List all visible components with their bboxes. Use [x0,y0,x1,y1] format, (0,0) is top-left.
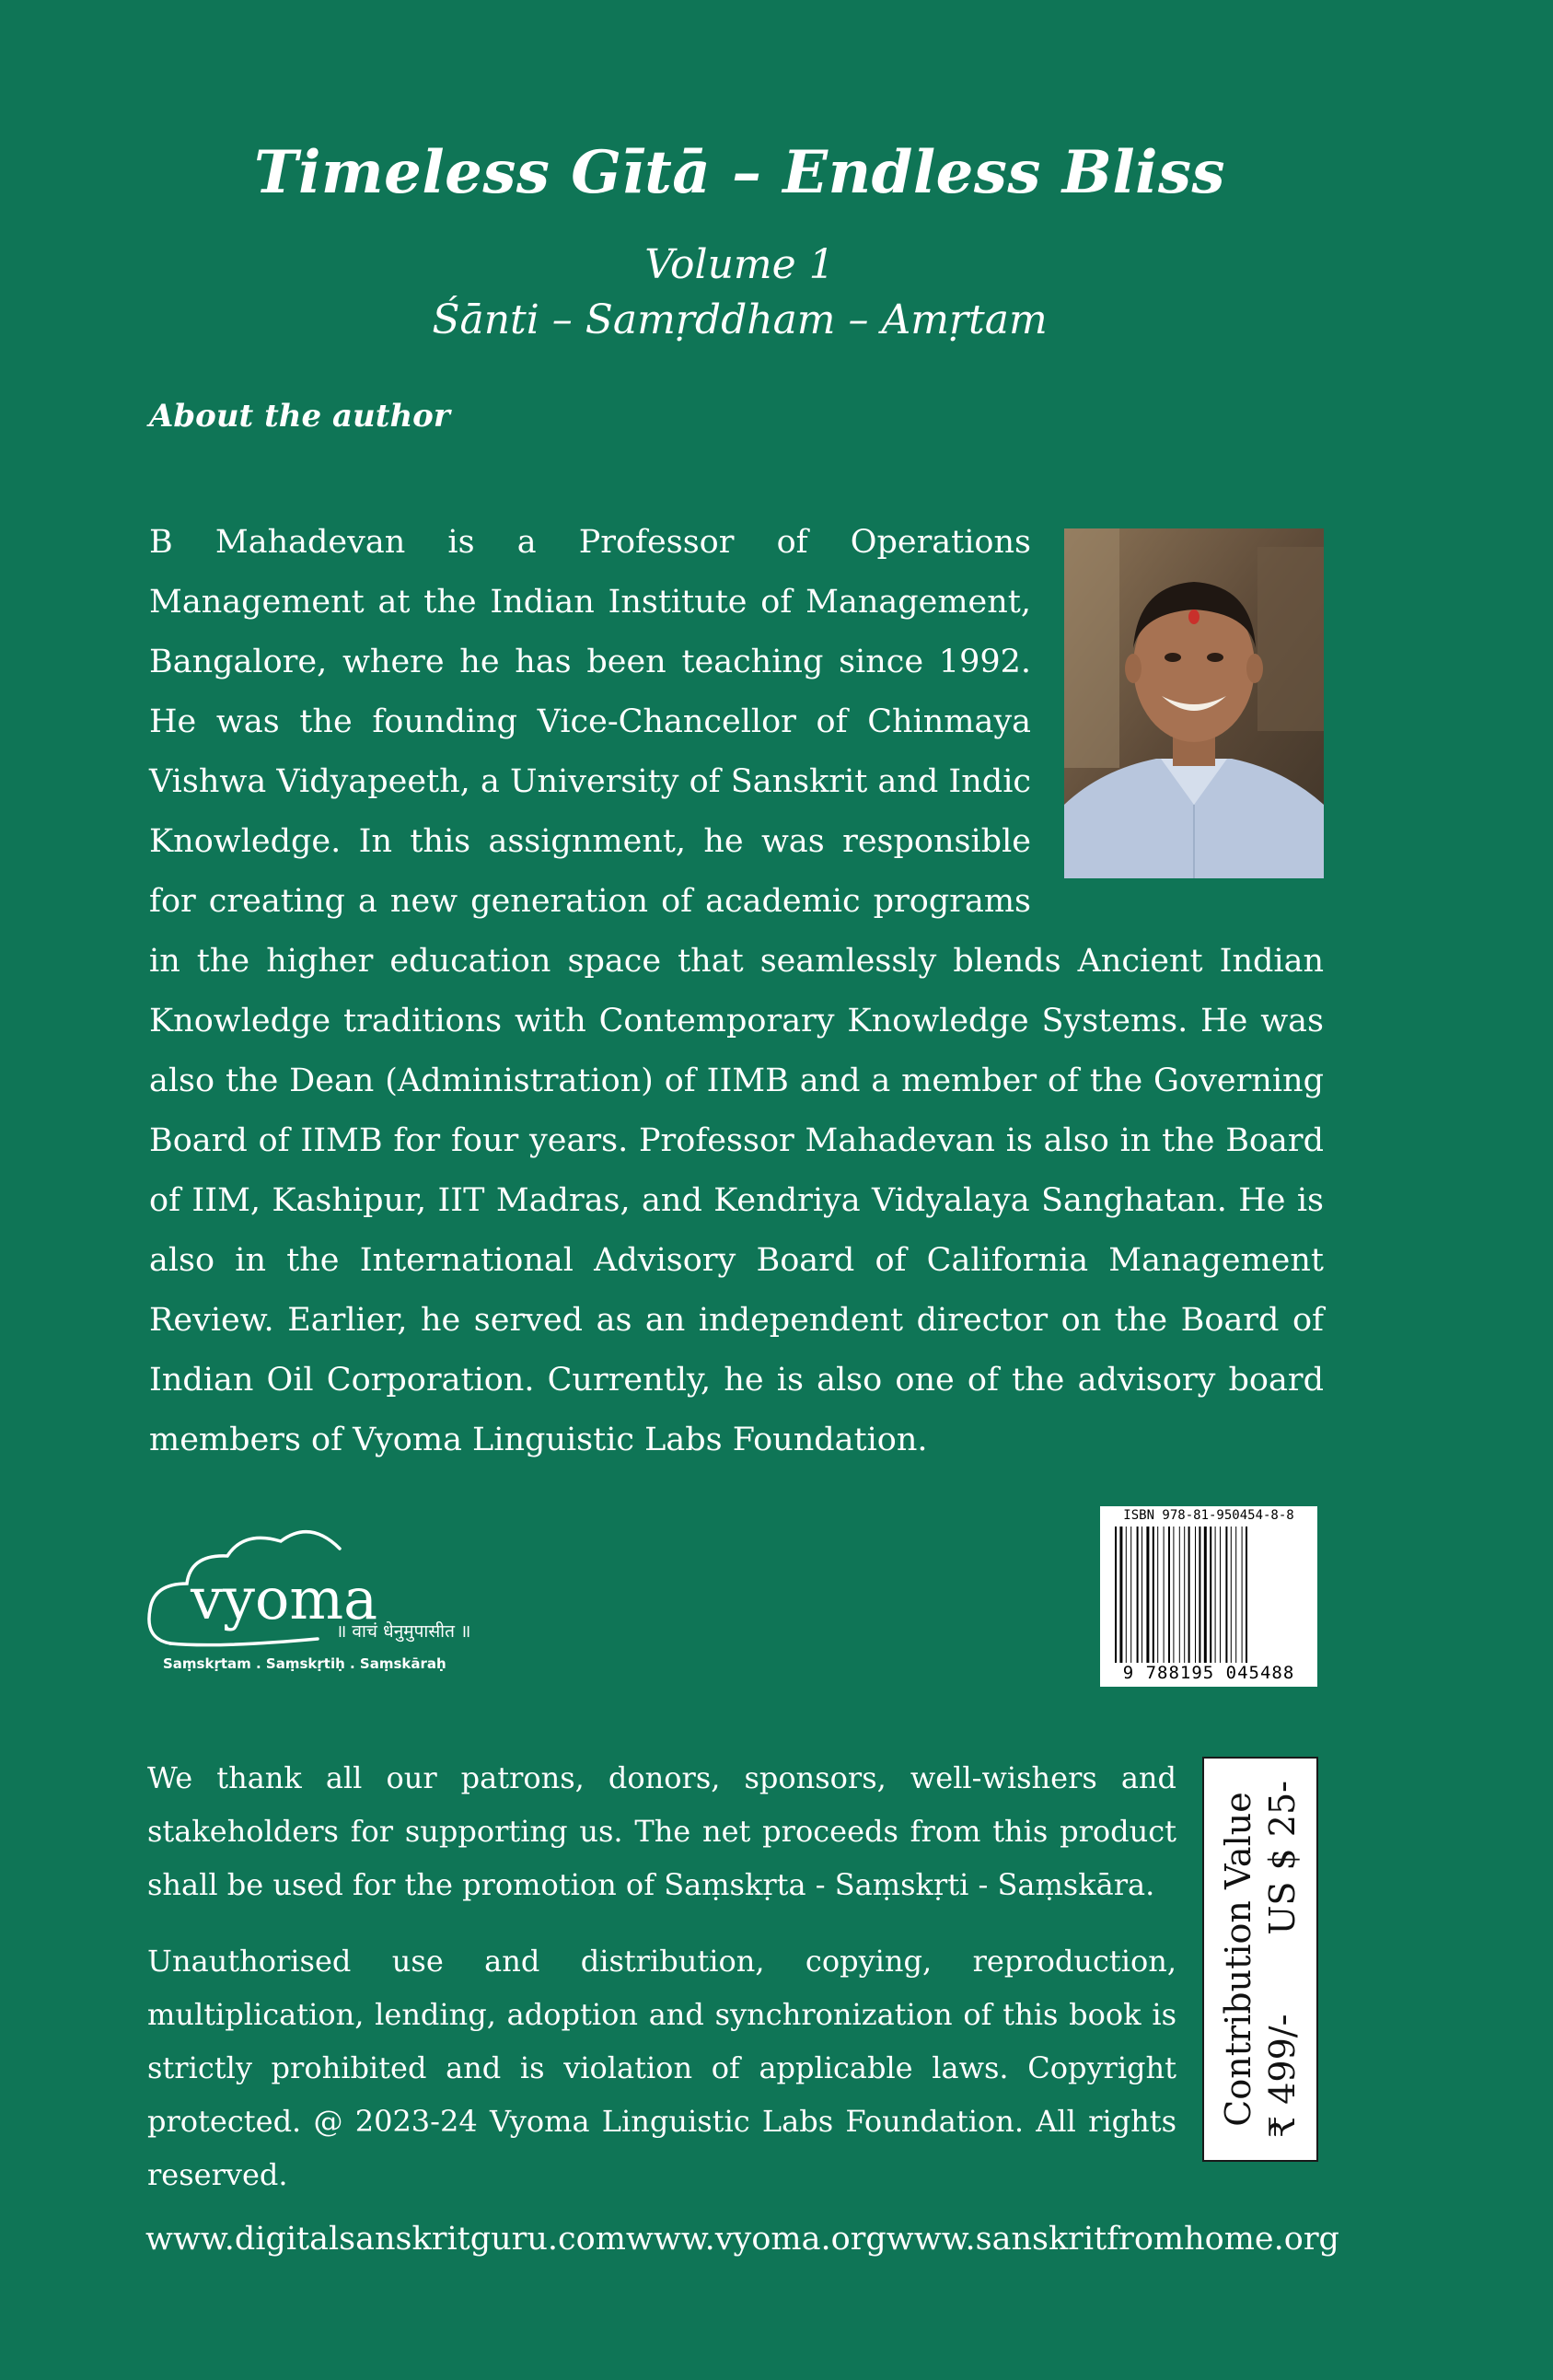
footer-link-sanskritfromhome[interactable]: www.sanskritfromhome.org [886,2221,1339,2258]
contribution-label: Contribution Value [1218,1792,1258,2127]
volume-label: Volume 1 [644,241,835,288]
author-bio [149,513,1324,1470]
book-title: Timeless Gītā – Endless Bliss [253,138,1226,207]
isbn-barcode [1100,1506,1317,1687]
isbn-label: ISBN 978-81-950454-8-8 [1123,1508,1294,1523]
footer-link-vyoma[interactable]: www.vyoma.org [625,2221,887,2258]
photo-text-wrap [1031,513,1324,881]
cloud-logo-icon [143,1510,493,1676]
logo-wordmark: vyoma [191,1565,378,1632]
contribution-value-box [1202,1757,1318,2162]
about-author-heading: About the author [149,398,450,435]
barcode-bars-icon [1100,1506,1317,1687]
thanks-paragraph: We thank all our patrons, donors, sponsors, well-wishers and stakeholders for supporting us. The net proceeds from this product shall be used for the promotion of Saṃskṛta - Saṃskṛti - Saṃskāra. [147,1760,1176,1902]
logo-motto: Saṃskṛtam . Saṃskṛtiḥ . Saṃskāraḥ [163,1655,446,1672]
copyright-paragraph: Unauthorised use and distribution, copying, reproduction, multiplication, lending, adoption and synchronization of this book is strictly prohibited and is violation of applicable laws. Copyright protected. @ 2023-24 Vyoma Linguistic Labs Foundation. All rights reserved. [147,1944,1176,2192]
vyoma-logo [143,1510,493,1676]
isbn-digits: 9 788195 045488 [1122,1663,1295,1683]
volume-subtitle: Śānti – Samṛddham – Amṛtam [432,296,1048,343]
logo-tagline: ॥ वाचं धेनुमुपासीत ॥ [336,1621,471,1642]
price-usd: US $ 25- [1262,1781,1303,1935]
author-bio-text: B Mahadevan is a Professor of Operations Management at the Indian Institute of Management, Bangalore, where he has been teaching since 1992. He was the founding Vice-Chancellor of Chinmaya Vishwa Vidyapeeth, a University of Sanskrit and Indic Knowledge. In this assignment, he was responsible for creating a new generation of academic programs in the higher education space that seamlessly blends Ancient Indian Knowledge traditions with Contemporary Knowledge Systems. He was also the Dean (Administration) of IIMB and a member of the Governing Board of IIMB for four years. Professor Mahadevan is also in the Board of IIM, Kashipur, IIT Madras, and Kendriya Vidyalaya Sanghatan. He is also in the International Advisory Board of California Management Review. Earlier, he served as an independent director on the Board of Indian Oil Corporation. Currently, he is also one of the advisory board members of Vyoma Linguistic Labs Foundation. [149,524,1324,1458]
contribution-value-rotated [1216,1766,1304,2153]
footer-link-digitalsanskritguru[interactable]: www.digitalsanskritguru.com [145,2221,626,2258]
footer-links [145,2202,1339,2276]
price-inr: ₹ 499/- [1262,2014,1303,2138]
book-subtitle [0,238,1479,348]
